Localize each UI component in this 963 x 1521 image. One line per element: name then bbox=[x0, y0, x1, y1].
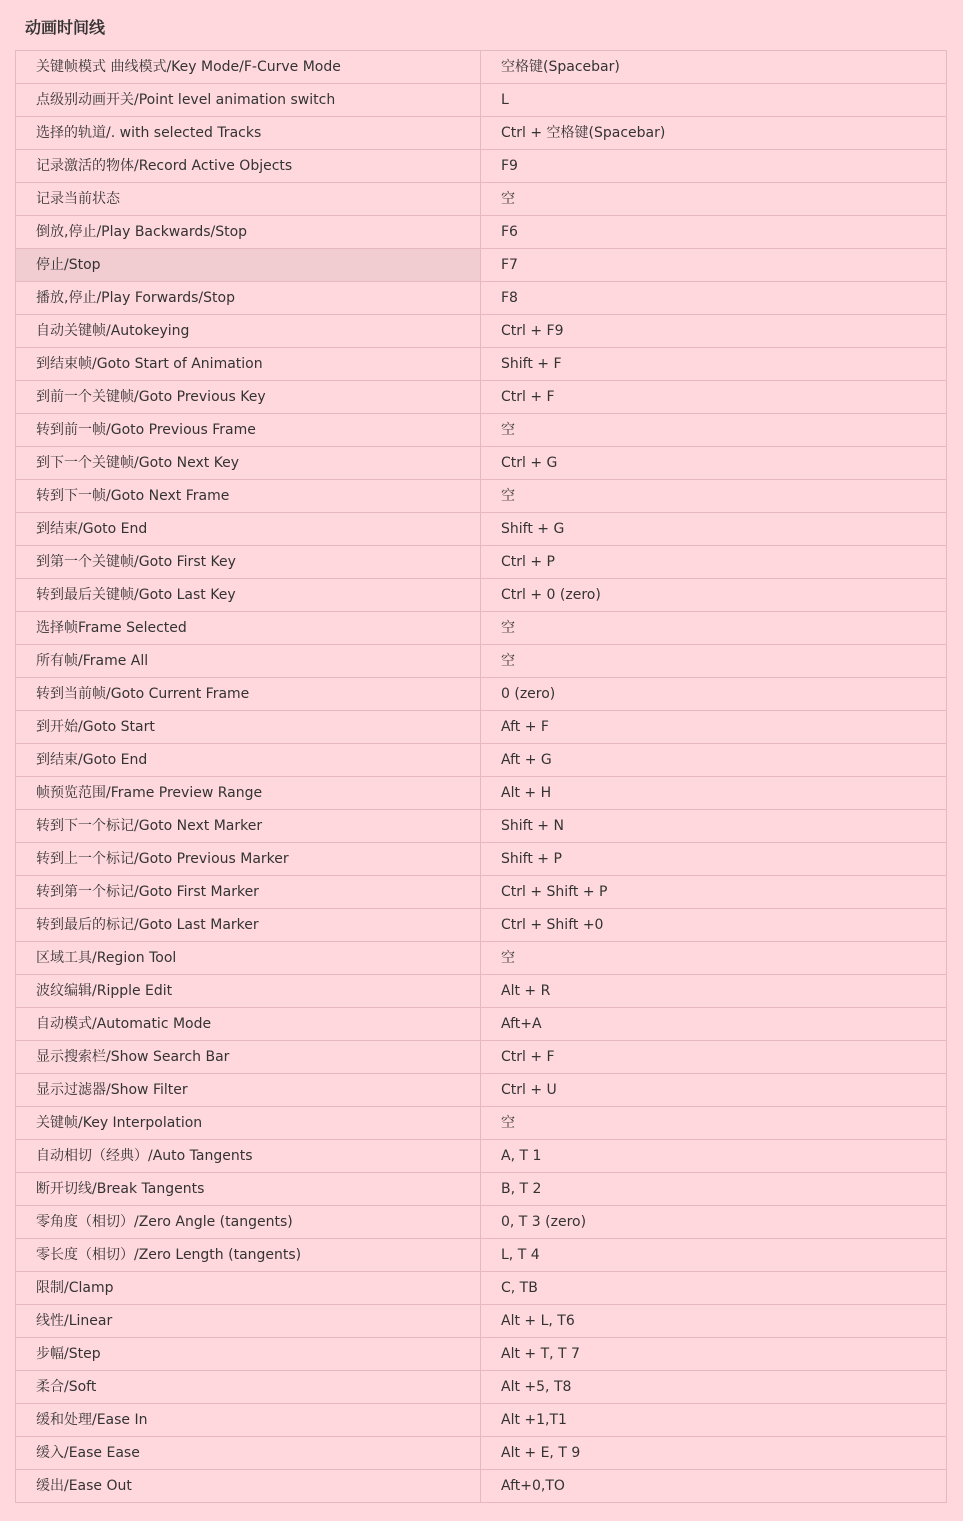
action-cell: 记录激活的物体/Record Active Objects bbox=[16, 150, 481, 183]
table-row bbox=[16, 1404, 947, 1437]
shortcut-cell: Ctrl + Shift + P bbox=[481, 876, 947, 909]
action-cell: 到结束/Goto End bbox=[16, 744, 481, 777]
table-row bbox=[16, 942, 947, 975]
shortcut-cell: 空 bbox=[481, 942, 947, 975]
action-cell: 转到最后的标记/Goto Last Marker bbox=[16, 909, 481, 942]
action-cell: 自动模式/Automatic Mode bbox=[16, 1008, 481, 1041]
table-row bbox=[16, 1239, 947, 1272]
table-row bbox=[16, 513, 947, 546]
table-row bbox=[16, 1437, 947, 1470]
shortcut-cell: Ctrl + 0 (zero) bbox=[481, 579, 947, 612]
table-row bbox=[16, 876, 947, 909]
shortcut-cell: Ctrl + G bbox=[481, 447, 947, 480]
section-title: 动画时间线 bbox=[25, 18, 106, 37]
action-cell: 转到下一个标记/Goto Next Marker bbox=[16, 810, 481, 843]
shortcut-cell: Alt + R bbox=[481, 975, 947, 1008]
shortcut-cell: 空 bbox=[481, 1107, 947, 1140]
table-row bbox=[16, 1371, 947, 1404]
shortcut-cell: Ctrl + F bbox=[481, 381, 947, 414]
shortcut-cell: 0, T 3 (zero) bbox=[481, 1206, 947, 1239]
action-cell: 显示过滤器/Show Filter bbox=[16, 1074, 481, 1107]
table-row bbox=[16, 1305, 947, 1338]
action-cell: 零长度（相切）/Zero Length (tangents) bbox=[16, 1239, 481, 1272]
table-row bbox=[16, 150, 947, 183]
table-row bbox=[16, 777, 947, 810]
action-cell: 到前一个关键帧/Goto Previous Key bbox=[16, 381, 481, 414]
shortcut-cell: Shift + F bbox=[481, 348, 947, 381]
action-cell: 所有帧/Frame All bbox=[16, 645, 481, 678]
action-cell: 选择的轨道/. with selected Tracks bbox=[16, 117, 481, 150]
action-cell: 断开切线/Break Tangents bbox=[16, 1173, 481, 1206]
shortcut-cell: Alt +1,T1 bbox=[481, 1404, 947, 1437]
table-row bbox=[16, 117, 947, 150]
shortcut-cell: L, T 4 bbox=[481, 1239, 947, 1272]
table-row bbox=[16, 1338, 947, 1371]
action-cell: 到第一个关键帧/Goto First Key bbox=[16, 546, 481, 579]
shortcut-cell: Aft+0,TO bbox=[481, 1470, 947, 1503]
table-row bbox=[16, 678, 947, 711]
shortcut-cell: 空格键(Spacebar) bbox=[481, 51, 947, 84]
shortcut-cell: 0 (zero) bbox=[481, 678, 947, 711]
shortcut-cell: F9 bbox=[481, 150, 947, 183]
shortcut-cell: 空 bbox=[481, 414, 947, 447]
table-row bbox=[16, 1206, 947, 1239]
action-cell: 缓和处理/Ease In bbox=[16, 1404, 481, 1437]
table-row bbox=[16, 249, 947, 282]
shortcut-cell: Aft + F bbox=[481, 711, 947, 744]
action-cell: 转到当前帧/Goto Current Frame bbox=[16, 678, 481, 711]
action-cell: 线性/Linear bbox=[16, 1305, 481, 1338]
table-row bbox=[16, 1470, 947, 1503]
action-cell: 步幅/Step bbox=[16, 1338, 481, 1371]
table-row bbox=[16, 1041, 947, 1074]
action-cell: 关键帧模式 曲线模式/Key Mode/F-Curve Mode bbox=[16, 51, 481, 84]
shortcut-table bbox=[15, 50, 947, 1503]
shortcut-table-body bbox=[16, 51, 947, 1503]
action-cell: 区域工具/Region Tool bbox=[16, 942, 481, 975]
table-row bbox=[16, 1173, 947, 1206]
table-row bbox=[16, 843, 947, 876]
shortcut-cell: Aft + G bbox=[481, 744, 947, 777]
table-row bbox=[16, 183, 947, 216]
action-cell: 转到下一帧/Goto Next Frame bbox=[16, 480, 481, 513]
shortcut-cell: Alt + L, T6 bbox=[481, 1305, 947, 1338]
table-row bbox=[16, 381, 947, 414]
action-cell: 转到上一个标记/Goto Previous Marker bbox=[16, 843, 481, 876]
shortcut-cell: Aft+A bbox=[481, 1008, 947, 1041]
action-cell: 波纹编辑/Ripple Edit bbox=[16, 975, 481, 1008]
shortcut-cell: A, T 1 bbox=[481, 1140, 947, 1173]
shortcut-cell: Ctrl + U bbox=[481, 1074, 947, 1107]
table-row bbox=[16, 810, 947, 843]
action-cell: 转到前一帧/Goto Previous Frame bbox=[16, 414, 481, 447]
table-row bbox=[16, 216, 947, 249]
shortcut-cell: F6 bbox=[481, 216, 947, 249]
table-row bbox=[16, 1272, 947, 1305]
action-cell: 点级别动画开关/Point level animation switch bbox=[16, 84, 481, 117]
table-row bbox=[16, 282, 947, 315]
shortcut-cell: F7 bbox=[481, 249, 947, 282]
action-cell: 零角度（相切）/Zero Angle (tangents) bbox=[16, 1206, 481, 1239]
action-cell: 到结束/Goto End bbox=[16, 513, 481, 546]
table-row bbox=[16, 84, 947, 117]
action-cell: 到结束帧/Goto Start of Animation bbox=[16, 348, 481, 381]
table-row bbox=[16, 579, 947, 612]
action-cell: 帧预览范围/Frame Preview Range bbox=[16, 777, 481, 810]
table-row bbox=[16, 546, 947, 579]
table-row bbox=[16, 645, 947, 678]
shortcut-cell: L bbox=[481, 84, 947, 117]
action-cell: 缓出/Ease Out bbox=[16, 1470, 481, 1503]
shortcut-cell: Alt + H bbox=[481, 777, 947, 810]
shortcut-cell: Alt + T, T 7 bbox=[481, 1338, 947, 1371]
shortcut-cell: 空 bbox=[481, 183, 947, 216]
shortcut-cell: B, T 2 bbox=[481, 1173, 947, 1206]
action-cell: 自动关键帧/Autokeying bbox=[16, 315, 481, 348]
action-cell: 停止/Stop bbox=[16, 249, 481, 282]
action-cell: 显示搜索栏/Show Search Bar bbox=[16, 1041, 481, 1074]
shortcut-cell: Ctrl + 空格键(Spacebar) bbox=[481, 117, 947, 150]
table-row bbox=[16, 1107, 947, 1140]
action-cell: 自动相切（经典）/Auto Tangents bbox=[16, 1140, 481, 1173]
shortcut-cell: C, TB bbox=[481, 1272, 947, 1305]
shortcut-cell: Shift + N bbox=[481, 810, 947, 843]
shortcut-cell: Ctrl + Shift +0 bbox=[481, 909, 947, 942]
action-cell: 转到第一个标记/Goto First Marker bbox=[16, 876, 481, 909]
table-row bbox=[16, 975, 947, 1008]
table-row bbox=[16, 711, 947, 744]
shortcut-cell: Shift + G bbox=[481, 513, 947, 546]
shortcut-cell: Alt +5, T8 bbox=[481, 1371, 947, 1404]
table-row bbox=[16, 744, 947, 777]
table-row bbox=[16, 348, 947, 381]
shortcut-cell: F8 bbox=[481, 282, 947, 315]
table-row bbox=[16, 414, 947, 447]
action-cell: 选择帧Frame Selected bbox=[16, 612, 481, 645]
shortcut-cell: Ctrl + P bbox=[481, 546, 947, 579]
table-row bbox=[16, 51, 947, 84]
shortcut-cell: Alt + E, T 9 bbox=[481, 1437, 947, 1470]
shortcut-cell: Shift + P bbox=[481, 843, 947, 876]
table-row bbox=[16, 447, 947, 480]
shortcut-cell: 空 bbox=[481, 645, 947, 678]
table-row bbox=[16, 1140, 947, 1173]
action-cell: 记录当前状态 bbox=[16, 183, 481, 216]
shortcut-cell: Ctrl + F bbox=[481, 1041, 947, 1074]
action-cell: 柔合/Soft bbox=[16, 1371, 481, 1404]
shortcut-cell: 空 bbox=[481, 612, 947, 645]
action-cell: 限制/Clamp bbox=[16, 1272, 481, 1305]
table-row bbox=[16, 1074, 947, 1107]
action-cell: 转到最后关键帧/Goto Last Key bbox=[16, 579, 481, 612]
table-row bbox=[16, 480, 947, 513]
table-row bbox=[16, 612, 947, 645]
table-row bbox=[16, 1008, 947, 1041]
table-row bbox=[16, 315, 947, 348]
action-cell: 到开始/Goto Start bbox=[16, 711, 481, 744]
shortcut-cell: Ctrl + F9 bbox=[481, 315, 947, 348]
action-cell: 到下一个关键帧/Goto Next Key bbox=[16, 447, 481, 480]
action-cell: 缓入/Ease Ease bbox=[16, 1437, 481, 1470]
action-cell: 关键帧/Key Interpolation bbox=[16, 1107, 481, 1140]
action-cell: 倒放,停止/Play Backwards/Stop bbox=[16, 216, 481, 249]
action-cell: 播放,停止/Play Forwards/Stop bbox=[16, 282, 481, 315]
table-row bbox=[16, 909, 947, 942]
shortcut-cell: 空 bbox=[481, 480, 947, 513]
